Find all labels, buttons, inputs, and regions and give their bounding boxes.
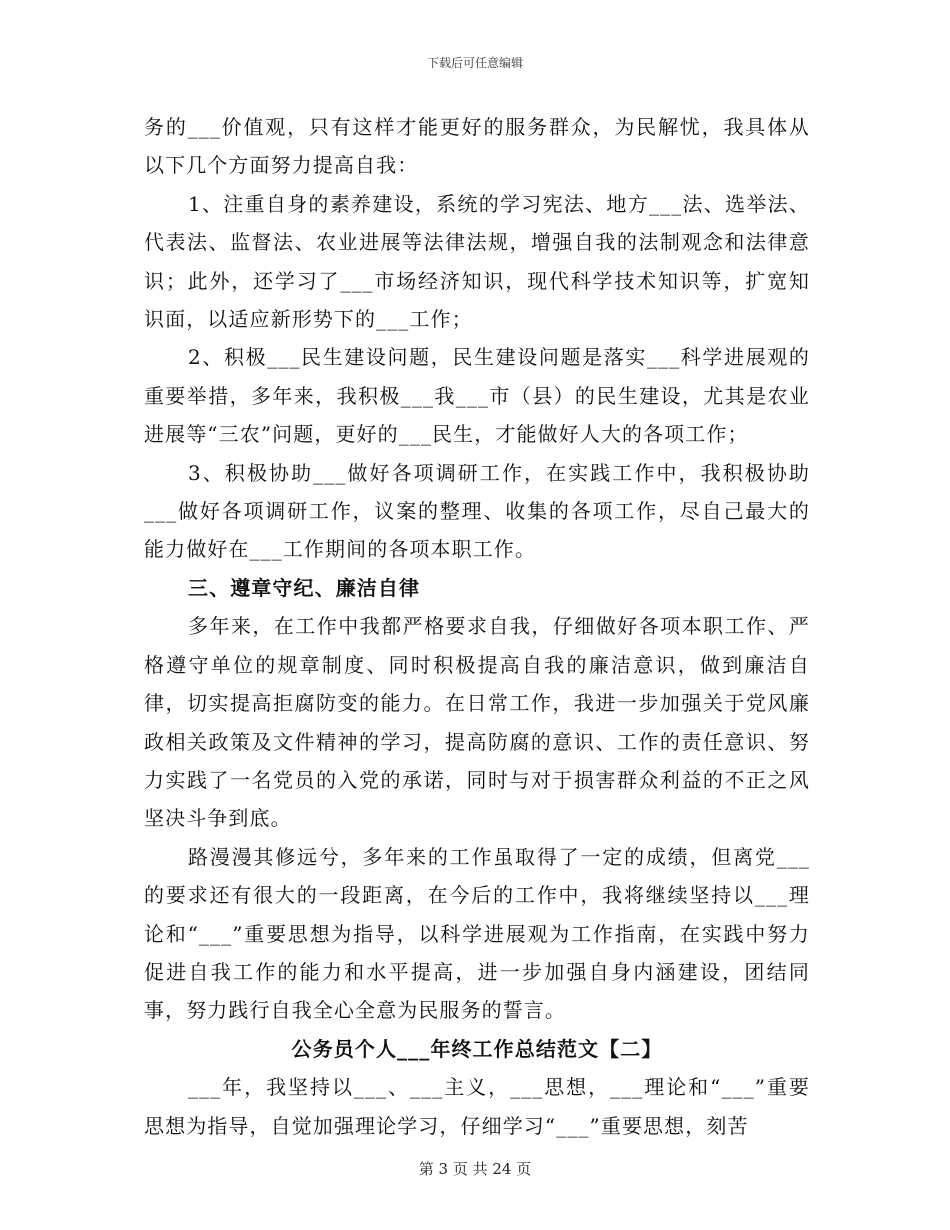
paragraph-item-3: 3、积极协助___做好各项调研工作，在实践工作中，我积极协助___做好各项调研工作，议案的整理、收集的各项工作，尽自己最大的能力做好在___工作期间的各项本职工作。: [144, 460, 810, 562]
paragraph-item-2: 2、积极___民生建设问题，民生建设问题是落实___科学进展观的重要举措，多年来，我积极___我___市（县）的民生建设，尤其是农业进展等“三农”问题，更好的___民生，才能做好人大的各项工作；: [144, 345, 810, 447]
paragraph-conclusion: 路漫漫其修远兮，多年来的工作虽取得了一定的成绩，但离党___的要求还有很大的一段距离，在今后的工作中，我将继续坚持以___理论和“___”重要思想为指导，以科学进展观为工作指南，在实践中努力促进自我工作的能力和水平提高，进一步加强自身内涵建设，团结同事，努力践行自我全心全意为民服务的誓言。: [144, 844, 810, 1023]
page-footer: 第 3 页 共 24 页: [418, 1160, 532, 1178]
document-body: [144, 108, 810, 1145]
section-heading: 三、遵章守纪、廉洁自律: [188, 575, 421, 600]
paragraph-item-1: 1、注重自身的素养建设，系统的学习宪法、地方___法、选举法、代表法、监督法、农业进展等法律法规，增强自我的法制观念和法律意识；此外，还学习了___市场经济知识，现代科学技术知识等，扩宽知识面，以适应新形势下的___工作；: [144, 191, 810, 332]
paragraph-opening: ___年，我坚持以___、___主义，___思想，___理论和“___”重要思想为指导，自觉加强理论学习，仔细学习“___”重要思想，刻苦: [144, 1075, 810, 1138]
document-title: 公务员个人___年终工作总结范文【二】: [291, 1036, 663, 1061]
paragraph-continuation: 务的___价值观，只有这样才能更好的服务群众，为民解忧，我具体从以下几个方面努力提高自我：: [144, 115, 810, 178]
paragraph-discipline: 多年来，在工作中我都严格要求自我，仔细做好各项本职工作、严格遵守单位的规章制度、同时积极提高自我的廉洁意识，做到廉洁自律，切实提高拒腐防变的能力。在日常工作，我进一步加强关于党风廉政相关政策及文件精神的学习，提高防腐的意识、工作的责任意识、努力实践了一名党员的入党的承诺，同时与对于损害群众利益的不正之风坚决斗争到底。: [144, 614, 810, 831]
page-header: 下载后可任意编辑: [426, 56, 523, 70]
